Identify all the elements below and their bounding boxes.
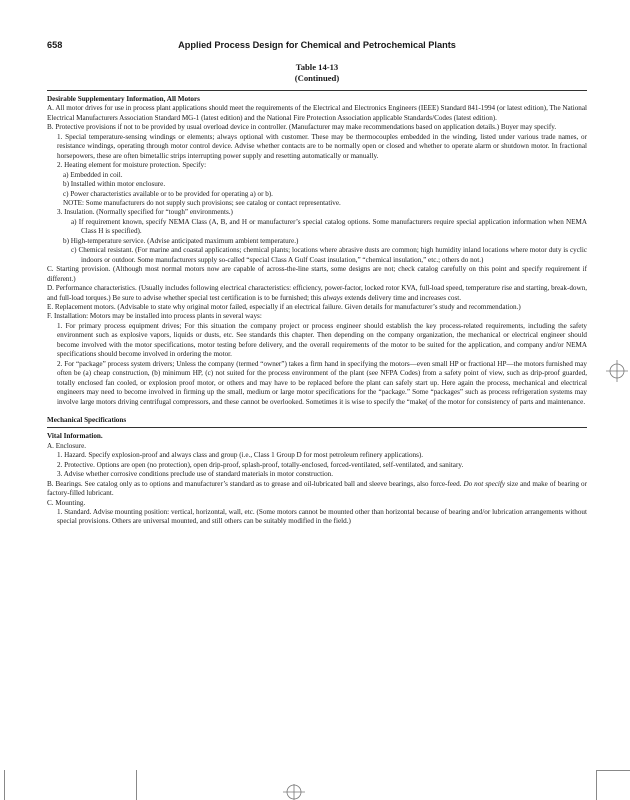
item-b2-note: NOTE: Some manufacturers do not supply such provisions; see catalog or contact representative. <box>63 198 341 207</box>
mech-c1-standard: 1. Standard. Advise mounting position: vertical, horizontal, wall, etc. (Some motors cannot be mounted other than horizontal because of bearing and/or lubrication arrangements without special provisions. Others are universal mounted, and still others can be suitably modified in the field.) <box>57 508 587 526</box>
item-b3a: a) If requirement known, specify NEMA Class (A, B, and H or manufacturer’s special catalog options. Some manufacturers require special application information when NEMA Class H is specified). <box>71 217 587 236</box>
item-b2a: a) Embedded in coil. <box>63 170 123 179</box>
item-b3b: b) High-temperature service. (Advise anticipated maximum ambient temperature.) <box>63 236 299 245</box>
mech-c-mounting: C. Mounting. <box>47 498 86 507</box>
item-b1-temperature: 1. Special temperature-sensing windings or elements; always optional with customer. These may be thermocouples embedded in the winding, listed under various trade names, or resistance windings, operating through motor control device. Advise whether contacts are to be normally open or closed and whether to operate alarm or shutdown motor. In fractional horsepowers, these are often bimetallic strips interrupting power supply and resetting automatically or manually. <box>57 132 587 160</box>
table-caption <box>47 62 587 84</box>
crop-mark-right <box>596 770 597 800</box>
item-d-emphasis: always <box>322 293 343 302</box>
page-header <box>47 40 587 52</box>
table-continued: (Continued) <box>294 73 340 83</box>
item-f1-primary: 1. For primary process equipment drives; For this situation the company project or process engineer should establish the key process-related requirements, including the safety environment such as explosive vapors, liquids or dusts, etc. See standards this chapter. Then depending on the company organization, the mechanical or electrical engineer should become involved with the motor specifications, motor testing before delivery, and the overall requirements of the motor to be suited for the application, and company and/or NEMA specifications should become involved in ordering the motor. <box>57 321 587 359</box>
section-title-mechanical: Mechanical Specifications <box>47 415 127 424</box>
mech-b-emphasis: Do not specify <box>463 479 506 488</box>
item-d-text-2: extends delivery time and increases cost. <box>342 293 462 302</box>
item-f-installation: F. Installation: Motors may be installed into process plants in several ways: <box>47 312 262 321</box>
crop-mark-left <box>4 770 5 800</box>
item-f2-package: 2. For “package” process system drivers; Unless the company (termed “owner”) takes a firm hand in specifying the motors—even small HP or fractional HP—the motors furnished may often be (a) cheap construction, (b) minimum HP, (c) not suited for the process environment of the plant (see NFPA Codes) from a safety point of view, such as drip-proof guarded, totally enclosed fan cooled, or explosion proof motor, or others and may have to be replaced before the plant can safely start up. Here again the process, mechanical and electrical engineers may need to become involved in firming up the small, medium or large motor specifications for the “package.” Some “packages” such as process refrigeration systems may involve large motors driving centrifugal compressors, and these cannot be overlooked. Sometimes it is wise to specify the “make( of the motor for consistency of parts and maintenance. <box>57 359 587 406</box>
page-number: 658 <box>47 40 63 50</box>
mech-b-text-2: size and make of bearing or factory-filled lubricant. <box>47 479 587 498</box>
table-label: Table 14-13 <box>295 62 339 72</box>
table-top-rule <box>47 90 587 91</box>
mech-b-bearings <box>47 480 587 499</box>
item-e-replacement: E. Replacement motors. (Advisable to state why original motor failed, especially if an electrical failure. Given details for manufacturer’s study and recommendation.) <box>47 302 521 311</box>
section-rule <box>47 427 587 428</box>
item-b2b: b) Installed within motor enclosure. <box>63 180 166 189</box>
mech-b-text-1: B. Bearings. See catalog only as to options and manufacturer’s standard as to grease and oil-lubricated ball and sleeve bearings, also force-feed. <box>47 479 464 488</box>
section-gap <box>47 407 587 416</box>
item-b-protective: B. Protective provisions if not to be provided by usual overload device in controller. (Manufacturer may make recommendations based on application details.) Buyer may specify. <box>47 123 557 132</box>
crop-mark-right-horizontal <box>596 770 630 771</box>
section-title-supplementary: Desirable Supplementary Information, All Motors <box>47 95 200 103</box>
item-d-performance <box>47 284 587 303</box>
item-a-standards: A. All motor drives for use in process plant applications should meet the requirements of the Electrical and Electronics Engineers (IEEE) Standard 841-1994 (or latest edition), The National Electrical Manufacturers Association Standard MG-1 (latest edition) and the National Fire Protection Association applicable Standards/Codes (latest edition). <box>47 104 587 122</box>
running-title: Applied Process Design for Chemical and Petrochemical Plants <box>178 40 456 50</box>
mech-a-enclosure: A. Enclosure. <box>47 441 87 450</box>
item-c-starting: C. Starting provision. (Although most normal motors now are capable of across-the-line starts, some designs are not; check catalog carefully on this point and specify requirement if different.) <box>47 265 587 283</box>
table-body <box>47 95 587 527</box>
item-d-text-1: D. Performance characteristics. (Usually includes following electrical characteristics: efficiency, power-factor, locked rotor KVA, full-load speed, temperature rise and starting, break-down, and full-load torques.) Be sure to advise whether special test certification is to be furnished; this <box>47 284 587 302</box>
mech-a3-corrosive: 3. Advise whether corrosive conditions preclude use of standard materials in motor construction. <box>57 470 334 479</box>
registration-mark-bottom <box>283 784 305 800</box>
vital-information: Vital Information. <box>47 432 103 441</box>
item-b3-insulation: 3. Insulation. (Normally specified for “tough” environments.) <box>57 208 233 217</box>
item-b2c: c) Power characteristics available or to be provided for operating a) or b). <box>63 189 273 198</box>
registration-mark-right <box>606 360 628 382</box>
item-b2-heating: 2. Heating element for moisture protection. Specify: <box>57 161 207 170</box>
mech-a1-hazard: 1. Hazard. Specify explosion-proof and always class and group (i.e., Class 1 Group D for most petroleum refinery applications). <box>57 451 424 460</box>
item-b3c: c) Chemical resistant. (For marine and coastal applications; chemical plants; locations where abrasive dusts are common; high humidity inland locations where motor duty is cyclic indoors or outdoor. Some manufacturers supply so-called “special Class A Gulf Coast insulation,” “chemical insulation,” etc.; others do not.) <box>71 246 587 264</box>
mech-a2-protective: 2. Protective. Options are open (no protection), open drip-proof, splash-proof, totally-enclosed, forced-ventilated, self-ventilated, and sanitary. <box>57 460 464 469</box>
crop-mark-center-left <box>136 770 137 800</box>
